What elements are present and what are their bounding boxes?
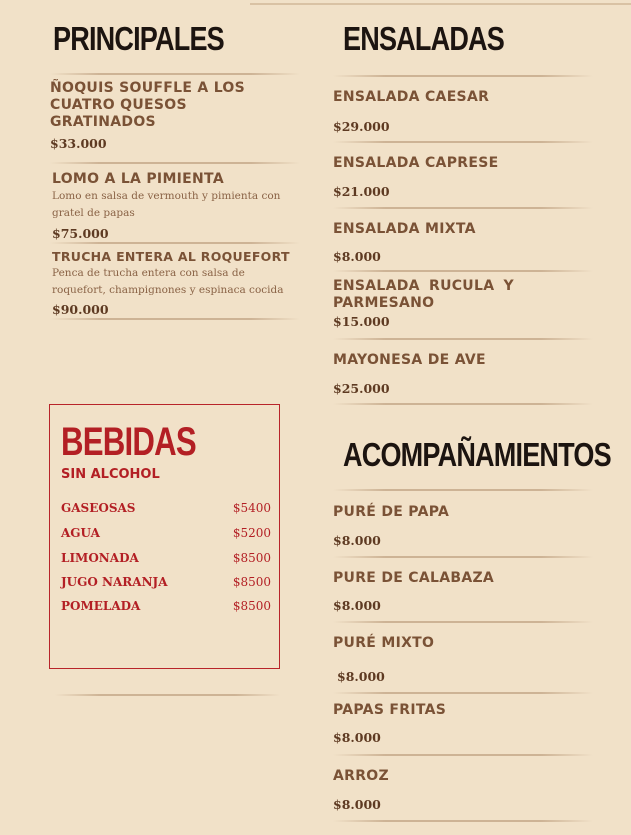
- section-title-bebidas: BEBIDAS: [61, 420, 196, 464]
- drink-name: AGUA: [61, 526, 100, 540]
- divider: [333, 403, 593, 405]
- drink-row: [61, 575, 271, 589]
- divider: [333, 270, 593, 272]
- item-description: Penca de trucha entera con salsa de roquefort, champignones y espinaca cocida: [52, 267, 284, 296]
- divider: [333, 556, 593, 558]
- item-price: $8.000: [333, 730, 381, 745]
- divider: [333, 75, 593, 77]
- divider: [333, 207, 593, 209]
- drink-row: [61, 551, 271, 565]
- divider: [333, 621, 593, 623]
- drink-price: $8500: [232, 575, 271, 589]
- drink-price: $5400: [232, 501, 271, 515]
- item-name: PURÉ DE PAPA: [333, 504, 450, 520]
- item-name: LOMO A LA PIMIENTA: [52, 171, 224, 187]
- item-name: PURÉ MIXTO: [333, 635, 435, 651]
- section-title-ensaladas: ENSALADAS: [343, 20, 505, 57]
- item-name: ENSALADA RUCULA Y PARMESANO: [333, 278, 514, 311]
- item-price: $33.000: [50, 136, 107, 151]
- item-price: $8.000: [333, 533, 381, 548]
- drink-name: JUGO NARANJA: [61, 575, 168, 589]
- bebidas-subtitle: SIN ALCOHOL: [61, 467, 160, 482]
- item-name: ARROZ: [333, 768, 389, 784]
- item-name: ENSALADA CAPRESE: [333, 155, 499, 171]
- menu-item: [52, 248, 292, 299]
- item-name: MAYONESA DE AVE: [333, 352, 486, 368]
- item-price: $21.000: [333, 184, 390, 199]
- drink-name: GASEOSAS: [61, 501, 136, 515]
- item-price: $8.000: [333, 249, 381, 264]
- item-name: TRUCHA ENTERA AL ROQUEFORT: [52, 249, 290, 264]
- drink-price: $8500: [232, 551, 271, 565]
- item-name: ENSALADA MIXTA: [333, 221, 476, 237]
- divider: [333, 338, 593, 340]
- item-price: $8.000: [333, 598, 381, 613]
- drink-row: [61, 526, 271, 540]
- item-name: ENSALADA CAESAR: [333, 89, 490, 105]
- divider: [50, 242, 300, 244]
- item-price: $8.000: [333, 797, 381, 812]
- top-divider: [250, 3, 631, 5]
- divider: [333, 820, 593, 822]
- item-price: $8.000: [337, 669, 385, 684]
- divider: [333, 692, 593, 694]
- item-name: PAPAS FRITAS: [333, 702, 447, 718]
- section-title-acompanamientos: ACOMPAÑAMIENTOS: [343, 436, 611, 473]
- divider: [333, 754, 593, 756]
- item-price: $29.000: [333, 119, 390, 134]
- divider: [50, 162, 300, 164]
- item-price: $15.000: [333, 314, 390, 329]
- menu-item: [52, 171, 292, 222]
- drink-price: $8500: [232, 599, 271, 613]
- divider: [50, 318, 300, 320]
- item-price: $90.000: [52, 302, 109, 317]
- divider: [333, 141, 593, 143]
- section-title-principales: PRINCIPALES: [53, 20, 224, 57]
- divider: [55, 694, 280, 696]
- item-name: ÑOQUIS SOUFFLE A LOS CUATRO QUESOS GRATINADOS: [50, 80, 246, 130]
- item-name: PURE DE CALABAZA: [333, 570, 495, 586]
- drink-name: LIMONADA: [61, 551, 139, 565]
- drink-row: [61, 599, 271, 613]
- divider: [50, 73, 300, 75]
- divider: [333, 489, 593, 491]
- drink-row: [61, 501, 271, 515]
- item-price: $75.000: [52, 226, 109, 241]
- drink-name: POMELADA: [61, 599, 141, 613]
- item-price: $25.000: [333, 381, 390, 396]
- item-description: Lomo en salsa de vermouth y pimienta con gratel de papas: [52, 190, 281, 219]
- drink-price: $5200: [232, 526, 271, 540]
- menu-item: [50, 80, 270, 131]
